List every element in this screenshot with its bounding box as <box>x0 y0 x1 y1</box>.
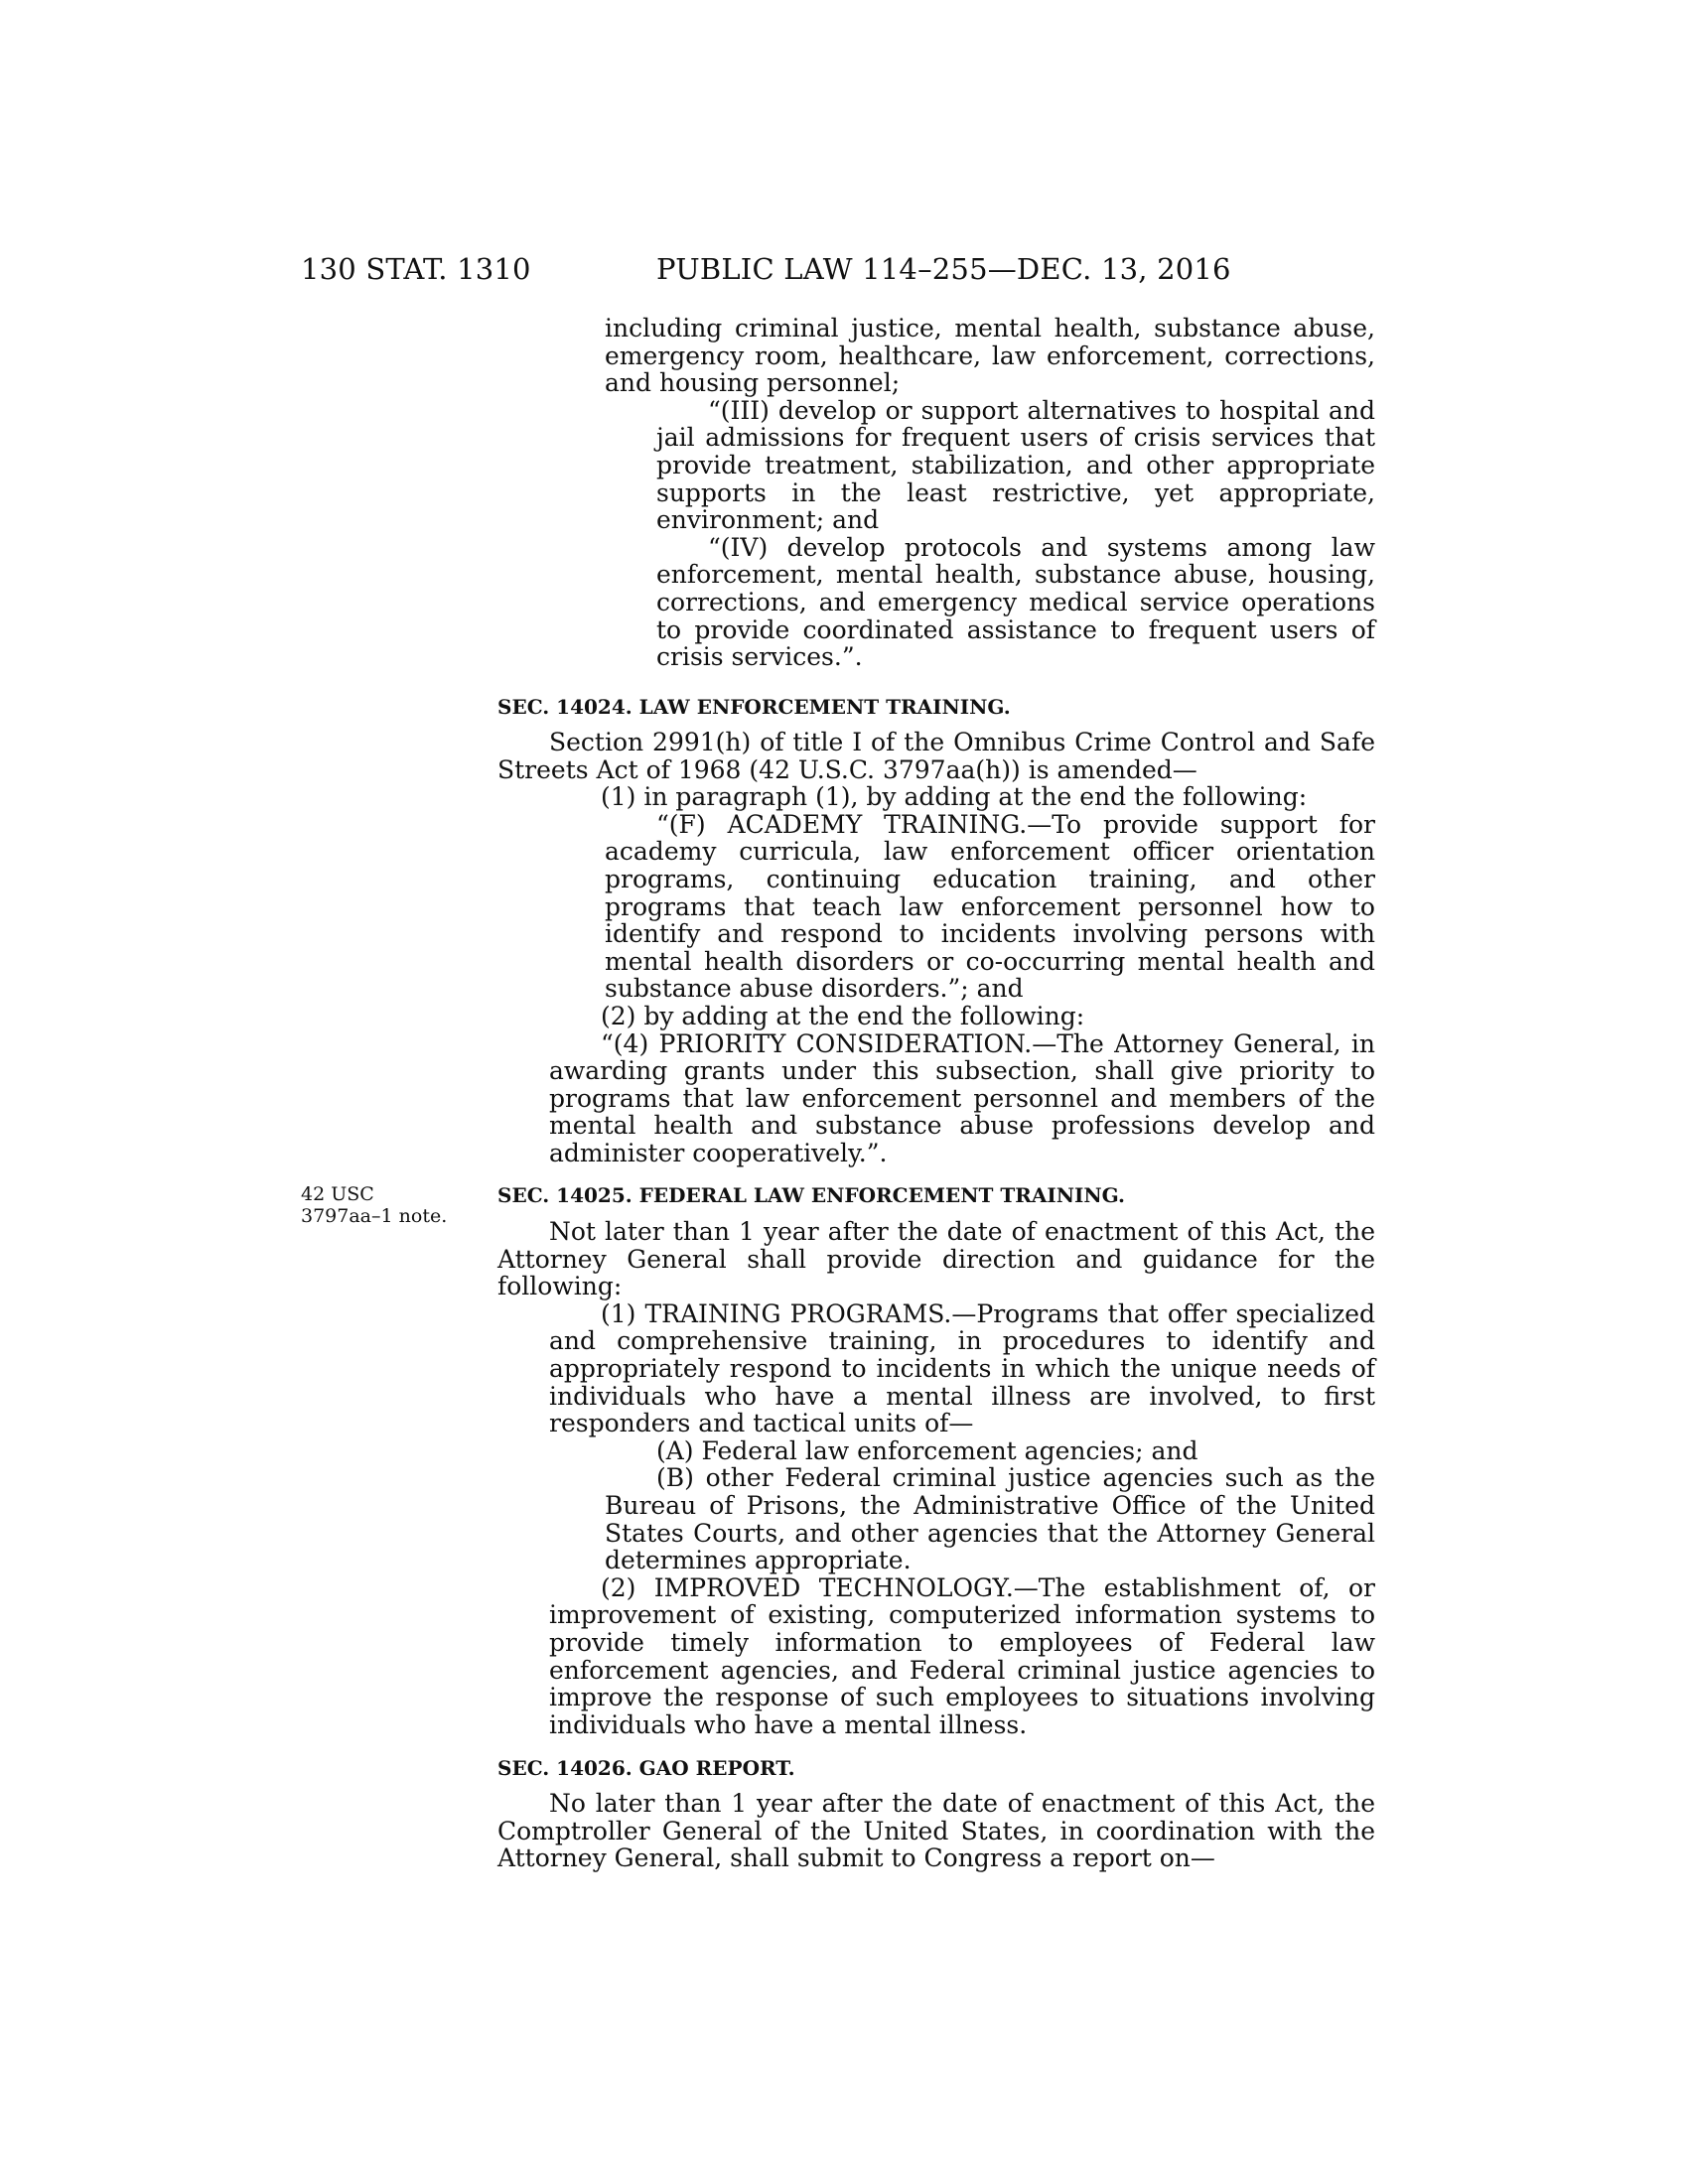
continued-text-block <box>497 315 1375 671</box>
paragraph-4: “(4) PRIORITY CONSIDERATION.—The Attorney General, in awarding grants under this subsection, shall give priority to programs that law enforcement personnel and members of the mental health and substance abuse professions develop and administer cooperatively.”. <box>549 1028 1375 1167</box>
paragraph-2-improved-technology: (2) IMPROVED TECHNOLOGY.—The establishment of, or improvement of existing, computerized information systems to provide timely information to employees of Federal law enforcement agencies, and Federal criminal justice agencies to improve the response of such employees to situations involving individuals who have a mental illness. <box>549 1572 1375 1739</box>
paragraph-1: (1) in paragraph (1), by adding at the end the following: <box>601 782 1308 812</box>
subparagraph-A: (A) Federal law enforcement agencies; and <box>656 1435 1198 1465</box>
section-14024-intro: Section 2991(h) of title I of the Omnibus Crime Control and Safe Streets Act of 1968 (42 U.S.C. 3797aa(h)) is amended— <box>497 728 1375 784</box>
section-14026-intro: No later than 1 year after the date of enactment of this Act, the Comptroller General of the United States, in coordination with the Attorney General, shall submit to Congress a report on— <box>497 1789 1375 1873</box>
margin-note-line: 3797aa–1 note. <box>301 1205 448 1227</box>
section-14024-body <box>497 729 1375 1167</box>
running-head: PUBLIC LAW 114–255—DEC. 13, 2016 <box>656 252 1231 286</box>
section-heading-14024: SEC. 14024. LAW ENFORCEMENT TRAINING. <box>497 695 1011 719</box>
section-14026-body <box>497 1790 1375 1872</box>
subparagraph-F: “(F) ACADEMY TRAINING.—To provide support for academy curricula, law enforcement officer orientation programs, continuing education training, and other programs that teach law enforcement personnel how to identify and respond to incidents involving persons with mental health disorders or co-occurring mental health and substance abuse disorders.”; and <box>605 809 1375 1004</box>
margin-citation-note <box>301 1183 447 1227</box>
paragraph-2: (2) by adding at the end the following: <box>601 1001 1085 1030</box>
section-14025-intro: Not later than 1 year after the date of enactment of this Act, the Attorney General shall provide direction and guidance for the following: <box>497 1217 1375 1301</box>
clause-IV: “(IV) develop protocols and systems among law enforcement, mental health, substance abuse, housing, corrections, and emergency medical service operations to provide coordinated assistance to frequent users of crisis services.”. <box>656 532 1375 672</box>
subparagraph-B: (B) other Federal criminal justice agencies such as the Bureau of Prisons, the Administrative Office of the United States Courts, and other agencies that the Attorney General determines appropriate. <box>605 1463 1375 1575</box>
paragraph-1-training-programs: (1) TRAINING PROGRAMS.—Programs that offer specialized and comprehensive training, in procedures to identify and appropriately respond to incidents in which the unique needs of individuals who have a mental illness are involved, to first responders and tactical units of— <box>549 1298 1375 1438</box>
section-heading-14025: SEC. 14025. FEDERAL LAW ENFORCEMENT TRAINING. <box>497 1183 1125 1207</box>
section-heading-14026: SEC. 14026. GAO REPORT. <box>497 1756 795 1780</box>
margin-note-line: 42 USC <box>301 1183 374 1205</box>
section-14025-body <box>497 1218 1375 1738</box>
statute-page-number: 130 STAT. 1310 <box>301 252 531 286</box>
continued-paragraph: including criminal justice, mental health, substance abuse, emergency room, healthcare, law enforcement, corrections, and housing personnel; <box>605 314 1375 398</box>
clause-III: “(III) develop or support alternatives to hospital and jail admissions for frequent users of crisis services that provide treatment, stabilization, and other appropriate supports in the least restrictive, yet appropriate, environment; and <box>656 395 1375 535</box>
